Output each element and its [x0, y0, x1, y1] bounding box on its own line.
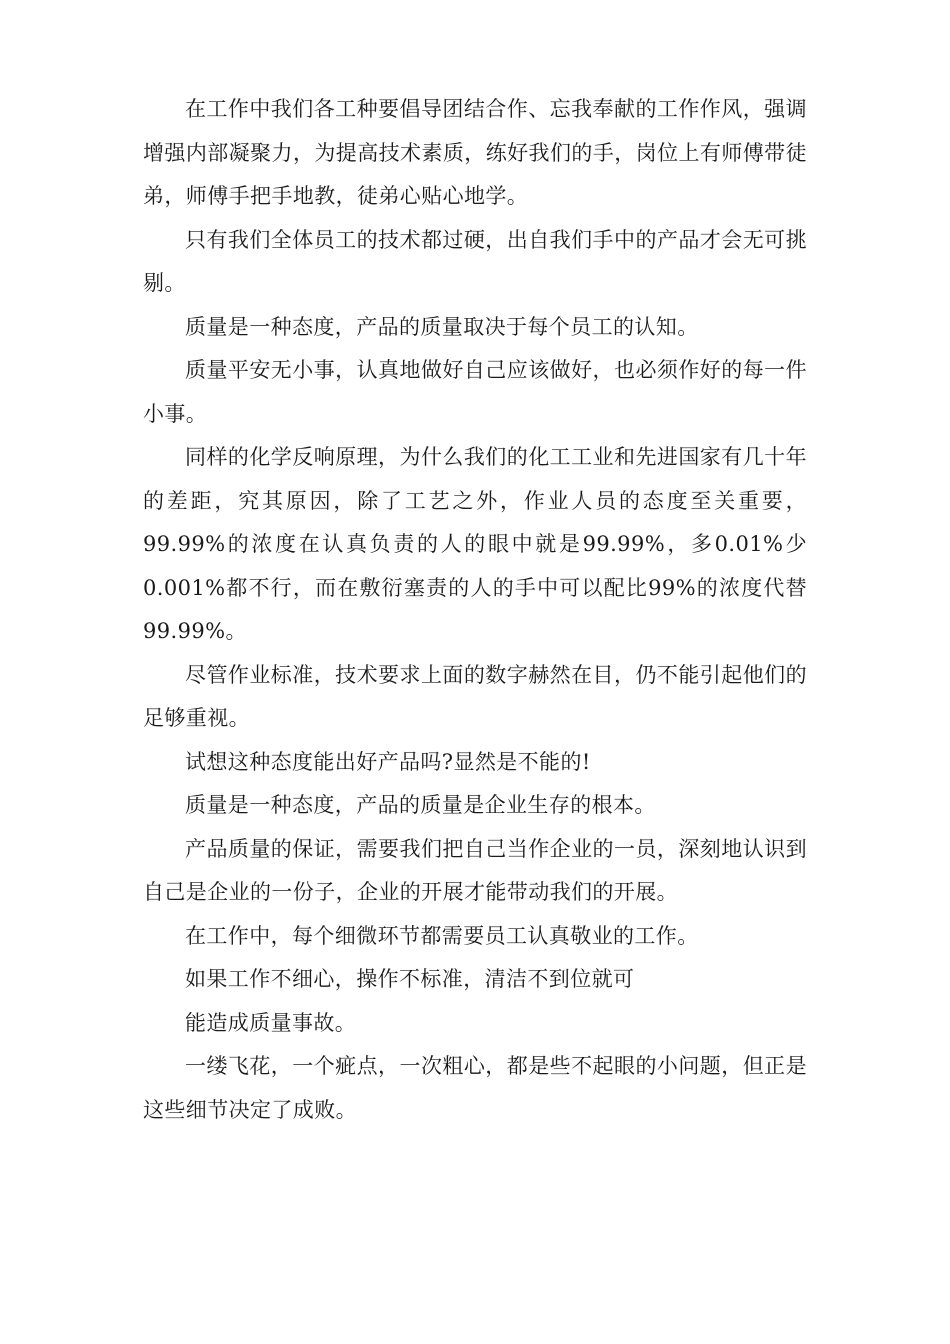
- paragraph: 产品质量的保证，需要我们把自己当作企业的一员，深刻地认识到自己是企业的一份子，企业的开展才能带动我们的开展。: [143, 836, 807, 904]
- paragraph: 只有我们全体员工的技术都过硬，出自我们手中的产品才会无可挑剔。: [143, 227, 807, 295]
- paragraph: 质量是一种态度，产品的质量是企业生存的根本。: [185, 793, 656, 817]
- paragraph: 在工作中我们各工种要倡导团结合作、忘我奉献的工作作风，强调增强内部凝聚力，为提高技术素质，练好我们的手，岗位上有师傅带徒弟，师傅手把手地教，徒弟心贴心地学。: [143, 97, 807, 208]
- paragraph: 同样的化学反响原理，为什么我们的化工工业和先进国家有几十年的差距，究其原因，除了工艺之外，作业人员的态度至关重要，99.99%的浓度在认真负责的人的眼中就是99.99%，多0.01%少0.001%都不行，而在敷衍塞责的人的手中可以配比99%的浓度代替99.99%。: [143, 445, 807, 643]
- paragraph: 尽管作业标准，技术要求上面的数字赫然在目，仍不能引起他们的足够重视。: [143, 662, 807, 730]
- paragraph: 试想这种态度能出好产品吗?显然是不能的!: [185, 749, 591, 774]
- paragraph: 在工作中，每个细微环节都需要员工认真敬业的工作。: [185, 923, 699, 948]
- paragraph: 能造成质量事故。: [185, 1010, 357, 1035]
- paragraph: 一缕飞花，一个疵点，一次粗心，都是些不起眼的小问题，但正是这些细节决定了成败。: [143, 1054, 807, 1122]
- paragraph: 如果工作不细心，操作不标准，清洁不到位就可: [185, 967, 635, 991]
- paragraph: 质量是一种态度，产品的质量取决于每个员工的认知。: [185, 314, 699, 339]
- document-body: [143, 88, 807, 1132]
- paragraph: 质量平安无小事，认真地做好自己应该做好，也必须作好的每一件小事。: [143, 358, 807, 426]
